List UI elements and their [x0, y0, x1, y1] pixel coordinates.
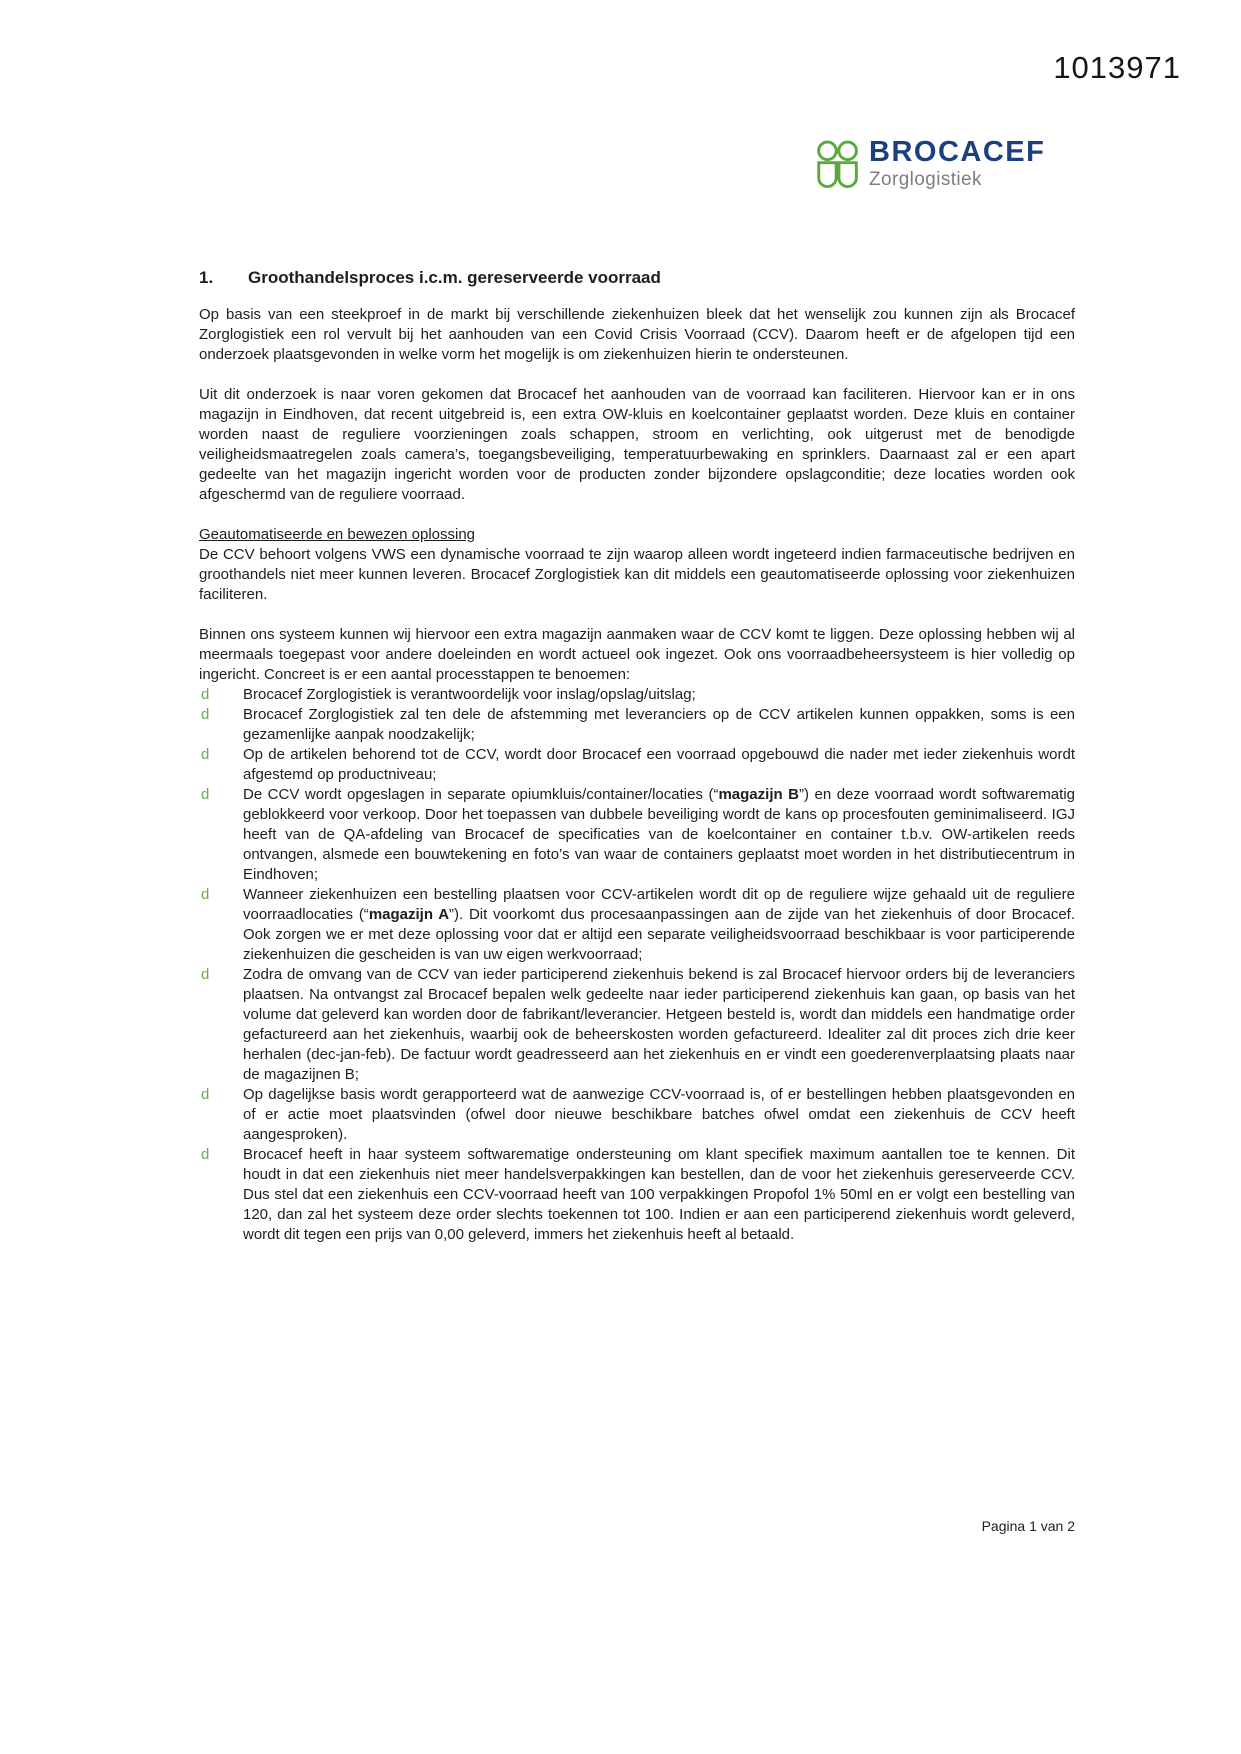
leaf-bullet-icon: d — [201, 1086, 210, 1103]
brocacef-logo — [816, 138, 1045, 191]
process-steps-list — [199, 685, 1075, 1245]
page-footer: Pagina 1 van 2 — [981, 1518, 1075, 1534]
list-item — [201, 1085, 1075, 1145]
subsection-title: Geautomatiseerde en bewezen oplossing — [199, 526, 476, 543]
heading-title: Groothandelsproces i.c.m. gereserveerde voorraad — [248, 268, 661, 287]
paragraph-section-2: Binnen ons systeem kunnen wij hiervoor een extra magazijn aanmaken waar de CCV komt te liggen. Deze oplossing hebben wij al meermaals toegepast voor andere doeleinden en wordt actueel ook ingezet. Ook ons voorraadbeheersysteem is hier volledig op ingericht. Concreet is er een aantal processtappen te benoemen: — [199, 626, 1075, 683]
logo-text — [869, 138, 1045, 191]
heading-number: 1. — [199, 268, 214, 287]
list-item — [201, 885, 1075, 965]
leaf-bullet-icon: d — [201, 686, 210, 703]
list-item-text: Brocacef heeft in haar systeem softwarematige ondersteuning om klant specifiek maximum aantallen toe te kennen. Dit houdt in dat een ziekenhuis niet meer handelsverpakkingen kan bestellen, dan de voor het ziekenhuis gereserveerde CCV. Dus stel dat een ziekenhuis een CCV-voorraad heeft van 100 verpakkingen Propofol 1% 50ml en er volgt een bestelling van 120, dan zal het systeem deze order slechts toekennen tot 100. Indien er aan een participerend ziekenhuis wordt geleverd, wordt dit tegen een prijs van 0,00 geleverd, immers het ziekenhuis heeft al betaald. — [243, 1146, 1075, 1243]
list-item-text: Brocacef Zorglogistiek is verantwoordelijk voor inslag/opslag/uitslag; — [243, 686, 696, 703]
list-item-text: Op dagelijkse basis wordt gerapporteerd wat de aanwezige CCV-voorraad is, of er bestellingen hebben plaatsgevonden en of er actie moet plaatsvinden (ofwel door nieuwe beschikbare batches ofwel omdat een ziekenhuis de CCV heeft aangesproken). — [243, 1086, 1075, 1143]
list-item — [201, 965, 1075, 1085]
list-item — [201, 1145, 1075, 1245]
paragraph-intro-2: Uit dit onderzoek is naar voren gekomen dat Brocacef het aanhouden van de voorraad kan faciliteren. Hiervoor kan er in ons magazijn in Eindhoven, dat recent uitgebreid is, een extra OW-kluis en koelcontainer geplaatst worden. Deze kluis en container worden naast de reguliere voorzieningen zoals schappen, stroom en verlichting, ook uitgerust met de benodigde veiligheidsmaatregelen zoals camera’s, toegangsbeveiliging, temperatuurbewaking en sprinklers. Daarnaast zal er een apart gedeelte van het magazijn ingericht worden voor de producten zonder bijzondere opslagconditie; deze locaties worden ook afgeschermd van de reguliere voorraad. — [199, 386, 1075, 503]
list-item — [201, 745, 1075, 785]
list-item — [201, 785, 1075, 885]
section-heading — [199, 268, 1075, 288]
list-item-text: Zodra de omvang van de CCV van ieder participerend ziekenhuis bekend is zal Brocacef hiervoor orders bij de leveranciers plaatsen. Na ontvangst zal Brocacef bepalen welk gedeelte naar ieder participerend ziekenhuis kan gaan, op basis van het volume dat geleverd kan worden door de fabrikant/leverancier. Hetgeen besteld is, wordt dan middels een handmatige order gefactureerd aan het ziekenhuis, waarbij ook de beheerskosten worden gefactureerd. Idealiter zal dit proces zich drie keer herhalen (dec-jan-feb). De factuur wordt geadresseerd aan het ziekenhuis en er vindt een goederenverplaatsing plaats naar de magazijnen B; — [243, 966, 1075, 1083]
logo-subtitle-text: Zorglogistiek — [869, 169, 982, 190]
list-item — [201, 705, 1075, 745]
paragraph-section-1: De CCV behoort volgens VWS een dynamische voorraad te zijn waarop alleen wordt ingeteerd indien farmaceutische bedrijven en groothandels niet meer kunnen leveren. Brocacef Zorglogistiek kan dit middels een geautomatiseerde oplossing voor ziekenhuizen faciliteren. — [199, 546, 1075, 603]
leaf-bullet-icon: d — [201, 706, 210, 723]
document-body — [199, 268, 1075, 1245]
list-item-text: De CCV wordt opgeslagen in separate opiumkluis/container/locaties (“magazijn B”) en deze voorraad wordt softwarematig geblokkeerd voor verkoop. Door het toepassen van dubbele beveiliging wordt de kans op procesfouten geminimaliseerd. IGJ heeft van de QA-afdeling van Brocacef de specificaties van de koelcontainer en container t.b.v. OW-artikelen reeds ontvangen, alsmede een bouwtekening en foto’s van waar de containers geplaatst moet worden in het distributiecentrum in Eindhoven; — [243, 786, 1075, 883]
leaf-bullet-icon: d — [201, 1146, 210, 1163]
leaf-bullet-icon: d — [201, 886, 210, 903]
leaf-bullet-icon: d — [201, 786, 210, 803]
list-item-text: Wanneer ziekenhuizen een bestelling plaatsen voor CCV-artikelen wordt dit op de reguliere wijze gehaald uit de reguliere voorraadlocaties (“magazijn A”). Dit voorkomt dus procesaanpassingen aan de zijde van het ziekenhuis of door Brocacef. Ook zorgen we er met deze oplossing voor dat er altijd een separate veiligheidsvoorraad beschikbaar is voor participerende ziekenhuizen die gescheiden is van uw eigen werkvoorraad; — [243, 886, 1075, 963]
clover-leaf-logo-icon — [816, 140, 860, 190]
logo-brand-text: BROCACEF — [869, 136, 1046, 168]
leaf-bullet-icon: d — [201, 746, 210, 763]
list-item-text: Op de artikelen behorend tot de CCV, wordt door Brocacef een voorraad opgebouwd die nader met ieder ziekenhuis wordt afgestemd op productniveau; — [243, 746, 1075, 783]
list-item — [201, 685, 1075, 705]
leaf-bullet-icon: d — [201, 966, 210, 983]
list-item-text: Brocacef Zorglogistiek zal ten dele de afstemming met leveranciers op de CCV artikelen kunnen oppakken, soms is een gezamenlijke aanpak noodzakelijk; — [243, 706, 1075, 743]
document-stamp-number: 1013971 — [1053, 50, 1181, 85]
paragraph-intro-1: Op basis van een steekproef in de markt bij verschillende ziekenhuizen bleek dat het wenselijk zou kunnen zijn als Brocacef Zorglogistiek een rol vervult bij het aanhouden van een Covid Crisis Voorraad (CCV). Daarom heeft er de afgelopen tijd een onderzoek plaatsgevonden in welke vorm het mogelijk is om ziekenhuizen hierin te ondersteunen. — [199, 306, 1075, 363]
